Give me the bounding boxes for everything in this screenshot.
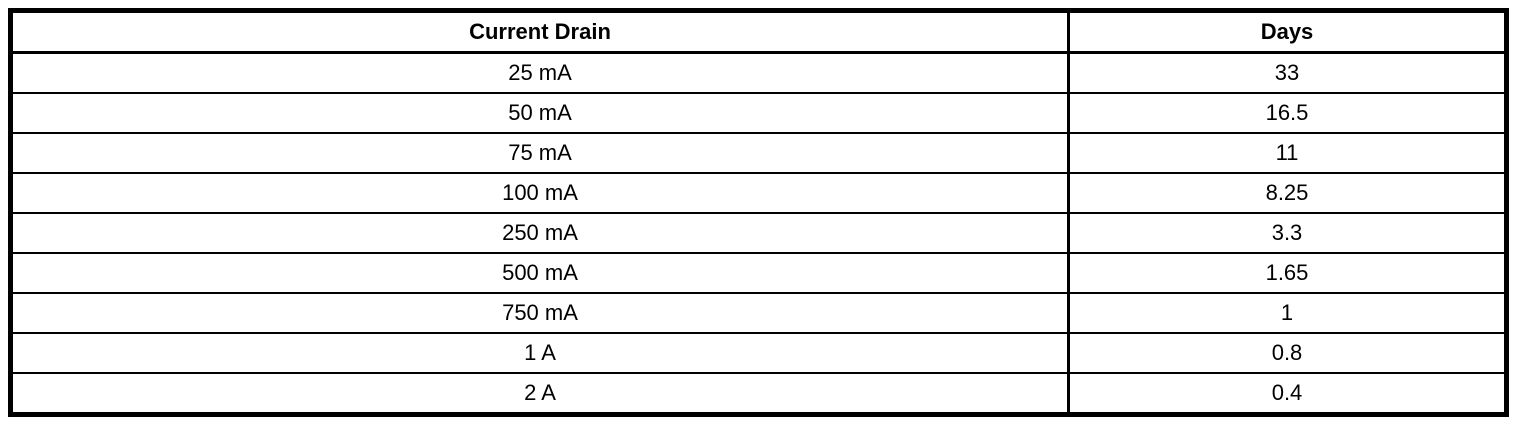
table-row	[11, 333, 1507, 373]
days-cell: 16.5	[1069, 93, 1507, 133]
days-cell: 8.25	[1069, 173, 1507, 213]
column-header-current-drain: Current Drain	[11, 11, 1069, 53]
current-drain-cell: 100 mA	[11, 173, 1069, 213]
table-row	[11, 253, 1507, 293]
days-cell: 0.4	[1069, 373, 1507, 415]
table-row	[11, 293, 1507, 333]
current-drain-cell: 75 mA	[11, 133, 1069, 173]
current-drain-cell: 750 mA	[11, 293, 1069, 333]
header-row	[11, 11, 1507, 53]
days-cell: 1.65	[1069, 253, 1507, 293]
table-row	[11, 133, 1507, 173]
current-drain-cell: 2 A	[11, 373, 1069, 415]
current-drain-cell: 1 A	[11, 333, 1069, 373]
current-drain-cell: 50 mA	[11, 93, 1069, 133]
days-cell: 1	[1069, 293, 1507, 333]
current-drain-cell: 500 mA	[11, 253, 1069, 293]
days-cell: 0.8	[1069, 333, 1507, 373]
table-row	[11, 373, 1507, 415]
days-cell: 33	[1069, 53, 1507, 94]
table-row	[11, 173, 1507, 213]
current-drain-days-table	[8, 8, 1509, 417]
days-cell: 3.3	[1069, 213, 1507, 253]
current-drain-cell: 25 mA	[11, 53, 1069, 94]
table-row	[11, 53, 1507, 94]
battery-runtime-table	[8, 8, 1509, 417]
table-row	[11, 93, 1507, 133]
days-cell: 11	[1069, 133, 1507, 173]
column-header-days: Days	[1069, 11, 1507, 53]
table-row	[11, 213, 1507, 253]
current-drain-cell: 250 mA	[11, 213, 1069, 253]
